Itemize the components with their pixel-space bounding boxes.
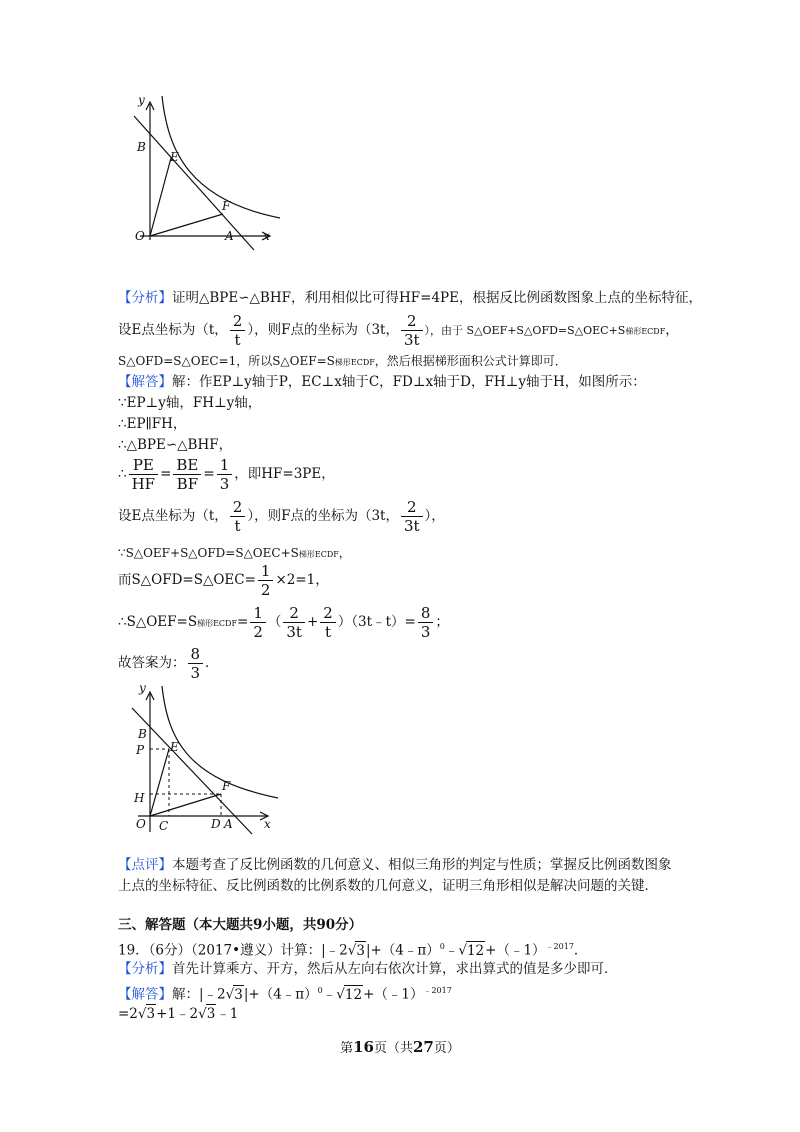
fig2-label-o: O: [136, 817, 146, 831]
solution-line-9: ∴S△OEF=S梯形ECDF= $\frac{1}{2}$ （ $\frac{2}{3t}$ + $\frac{2}{t}$ ）（3t﹣t）= $\frac{8}{3}$ ；: [118, 604, 449, 641]
fig2-label-c: C: [159, 819, 169, 833]
fraction: $\frac{2}{t}$: [230, 312, 246, 349]
figure-2: [118, 682, 283, 842]
fig2-label-b: B: [138, 727, 147, 741]
page-number: 16: [353, 1038, 374, 1056]
solution-line-10: 故答案为： $\frac{8}{3}$ ．: [118, 645, 219, 682]
solution-line-4: ∴△BPE∽△BHF，: [118, 437, 233, 453]
analysis-line-1: 【分析】证明△BPE∽△BHF，利用相似比可得HF=4PE，根据反比例函数图象上点的坐标特征，: [118, 290, 702, 306]
question-19: 19．（6分）（2017•遵义）计算：|﹣2√3|+（4﹣π）$^0$﹣√12+（﹣1）$^{﹣2017}$．: [118, 942, 588, 959]
comment-tag: 【点评】: [118, 857, 172, 873]
fig1-label-o: O: [135, 229, 145, 243]
solution-line-6: 设E点坐标为（t， $\frac{2}{t}$ ），则F点的坐标为（3t， $\frac{2}{3t}$ ），: [118, 498, 445, 535]
fig2-label-d: D: [211, 817, 221, 831]
fig1-label-a: A: [225, 229, 234, 243]
solution-tag: 【解答】: [118, 374, 172, 390]
fig1-label-b: B: [137, 140, 146, 154]
analysis-tag: 【分析】: [118, 290, 172, 306]
solution-line-3: ∴EP∥FH，: [118, 416, 187, 432]
fraction: $\frac{2}{3t}$: [401, 312, 423, 349]
solution-line-7: ∵S△OEF+S△OFD=S△OEC+S梯形ECDF，: [118, 546, 351, 560]
fig2-label-h: H: [134, 791, 145, 805]
comment-line-2: 上点的坐标特征、反比例函数的比例系数的几何意义，证明三角形相似是解决问题的关键．: [118, 878, 658, 894]
q19-solution: 【解答】解：|﹣2√3|+（4﹣π）$^0$﹣√12+（﹣1）$^{﹣2017}$: [118, 986, 452, 1003]
comment-line-1: 【点评】本题考查了反比例函数的几何意义、相似三角形的判定与性质；掌握反比例函数图象: [118, 857, 672, 873]
fig1-label-y: y: [138, 93, 145, 107]
solution-line-1: 【解答】解：作EP⊥y轴于P，EC⊥x轴于C，FD⊥x轴于D，FH⊥y轴于H，如图所示：: [118, 374, 646, 390]
fig2-label-a: A: [224, 817, 233, 831]
fig1-label-x: x: [263, 229, 270, 243]
fig1-label-e: E: [170, 150, 179, 164]
fig1-label-f: F: [222, 199, 231, 213]
analysis-line-2: 设E点坐标为（t， $\frac{2}{t}$ ），则F点的坐标为（3t， $\frac{2}{3t}$ ），由于 S△OEF+S△OFD=S△OEC+S梯形ECDF，: [118, 312, 679, 349]
fig2-label-y: y: [139, 682, 146, 695]
fig2-label-e: E: [170, 740, 179, 754]
solution-line-8: 而S△OFD=S△OEC= $\frac{1}{2}$ ×2=1，: [118, 562, 329, 599]
page-total: 27: [413, 1038, 434, 1056]
solution-line-5: ∴ $\frac{PE}{HF}$ = $\frac{BE}{BF}$ = $\frac{1}{3}$ ，即HF=3PE，: [118, 456, 335, 493]
solution-line-2: ∵EP⊥y轴，FH⊥y轴，: [118, 395, 262, 411]
page-footer: 第16页（共27页）: [340, 1038, 460, 1056]
q19-analysis: 【分析】首先计算乘方、开方，然后从左向右依次计算，求出算式的值是多少即可．: [118, 961, 618, 977]
figure-1: [130, 92, 280, 252]
section-title: 三、解答题（本大题共9小题，共90分）: [118, 917, 363, 933]
analysis-line-3: S△OFD=S△OEC=1，所以S△OEF=S梯形ECDF，然后根据梯形面积公式计算即可．: [118, 354, 567, 368]
fig2-label-f: F: [222, 779, 231, 793]
fig2-label-x: x: [264, 817, 271, 831]
q19-result: =2√3+1﹣2√3﹣1: [118, 1006, 239, 1022]
fig2-label-p: P: [136, 743, 145, 757]
